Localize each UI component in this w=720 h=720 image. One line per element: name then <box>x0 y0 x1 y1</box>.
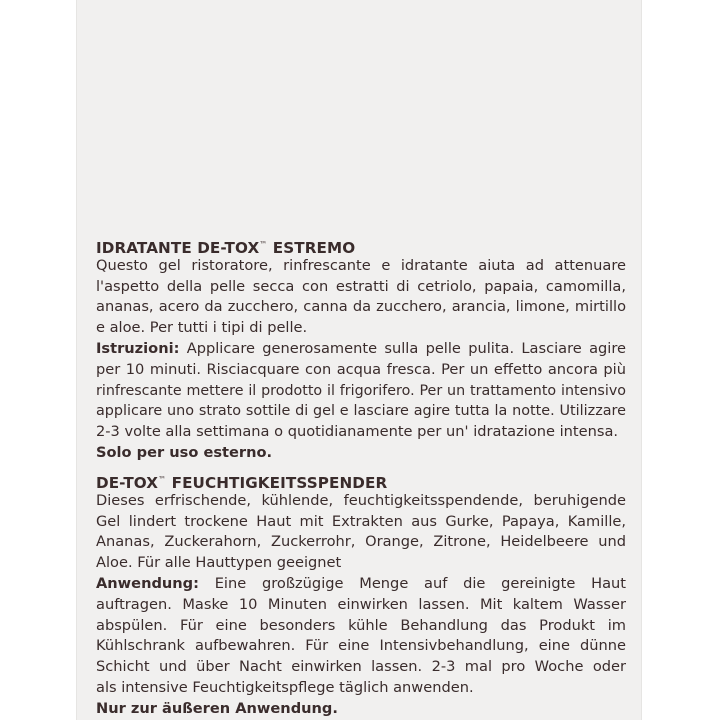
italian-desc-line: ananas, acero da zucchero, canna da zucchero, arancia, limone, mirtillo <box>96 298 626 316</box>
italian-instructions-label: Istruzioni: <box>96 339 180 357</box>
german-instructions-first-text: Eine großzügige Menge auf die gereinigte Haut <box>198 574 626 592</box>
german-desc-line: Gel lindert trockene Haut mit Extrakten aus Gurke, Papaya, Kamille, <box>96 512 626 530</box>
german-heading <box>96 470 626 491</box>
italian-heading <box>96 235 626 256</box>
german-instructions-line: Schicht und über Nacht einwirken lassen. 2-3 mal pro Woche oder <box>96 658 626 676</box>
german-instructions-line: auftragen. Maske 10 Minuten einwirken lassen. Mit kaltem Wasser <box>96 595 626 613</box>
german-desc-line: Dieses erfrischende, kühlende, feuchtigkeitsspendende, beruhigende <box>96 491 626 509</box>
italian-instructions-line: rinfrescante mettere il prodotto il frigorifero. Per un trattamento intensivo <box>96 382 626 399</box>
italian-desc-line: l'aspetto della pelle secca con estratti di cetriolo, papaia, camomilla, <box>96 277 626 295</box>
italian-instructions-first-text: Applicare generosamente sulla pelle pulita. Lasciare agire <box>179 339 626 357</box>
german-desc-line: Ananas, Zuckerahorn, Zuckerrohr, Orange, Zitrone, Heidelbeere und <box>96 533 626 551</box>
german-section <box>96 470 626 720</box>
italian-warning: Solo per uso esterno. <box>96 443 273 461</box>
italian-instructions-line: per 10 minuti. Risciacquare con acqua fresca. Per un effetto ancora più <box>96 360 626 378</box>
italian-heading-post: ESTREMO <box>267 239 356 257</box>
german-instructions-first-line <box>96 574 626 595</box>
italian-trademark: ™ <box>259 240 268 249</box>
italian-desc-line: e aloe. Per tutti i tipi di pelle. <box>96 319 308 337</box>
german-instructions-line: Kühlschrank aufbewahren. Für eine Intensivbehandlung, eine dünne <box>96 637 626 655</box>
italian-instructions-line: applicare uno strato sottile di gel e lasciare agire tutta la notte. Utilizzare <box>96 403 626 420</box>
german-warning: Nur zur äußeren Anwendung. <box>96 699 338 717</box>
italian-instructions-first-line <box>96 339 626 360</box>
italian-desc-line: Questo gel ristoratore, rinfrescante e idratante aiuta ad attenuare <box>96 256 626 274</box>
german-heading-post: FEUCHTIGKEITSSPENDER <box>166 474 388 492</box>
german-desc-line: Aloe. Für alle Hauttypen geeignet <box>96 554 342 572</box>
german-heading-pre: DE-TOX <box>96 474 159 492</box>
german-instructions-line: abspülen. Für eine besonders kühle Behandlung das Produkt im <box>96 616 626 634</box>
german-trademark: ™ <box>158 475 167 484</box>
italian-section <box>96 235 626 464</box>
italian-heading-pre: IDRATANTE DE-TOX <box>96 239 260 257</box>
german-instructions-line: als intensive Feuchtigkeitspflege täglich anwenden. <box>96 678 474 696</box>
german-instructions-label: Anwendung: <box>96 574 199 592</box>
italian-instructions-line: 2-3 volte alla settimana o quotidianamente per un' idratazione intensa. <box>96 423 619 441</box>
